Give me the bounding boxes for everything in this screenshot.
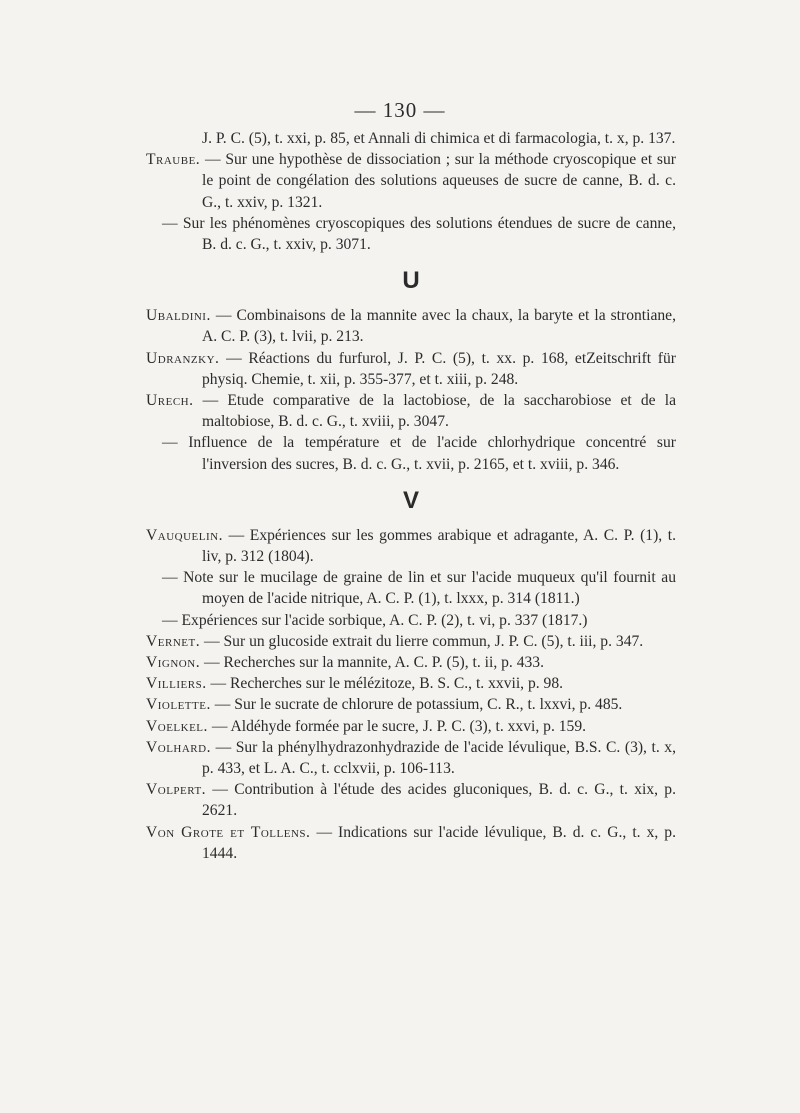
bibliography-entry [146, 567, 676, 609]
entry-author: Vignon. [146, 654, 201, 672]
entry-text: — Réactions du furfurol, J. P. C. (5), t. xx. p. 168, etZeitschrift für physiq. Chemie, t. xii, p. 355-377, et t. xiii, p. 248. [202, 349, 676, 388]
page-number: — 130 — [354, 98, 446, 122]
bibliography-entry [146, 305, 676, 347]
entry-author: Volhard. [146, 738, 211, 756]
bibliography-entry [146, 128, 676, 149]
entry-text: — Combinaisons de la mannite avec la chaux, la baryte et la strontiane, A. C. P. (3), t. lvii, p. 213. [202, 307, 677, 346]
bibliography-entry [146, 610, 676, 631]
entry-author: Urech. [146, 392, 194, 410]
entry-text: — Sur les phénomènes cryoscopiques des solutions étendues de sucre de canne, B. d. c. G., t. xxiv, p. 3071. [162, 214, 676, 254]
entry-author: Villiers. [146, 675, 207, 693]
entry-text: — Contribution à l'étude des acides gluconiques, B. d. c. G., t. xix, p. 2621. [202, 781, 677, 820]
bibliography-entry [146, 716, 676, 737]
entry-text: — Sur une hypothèse de dissociation ; sur la méthode cryoscopique et sur le point de congélation des solutions aqueuses de sucre de canne, B. d. c. G., t. xxiv, p. 1321. [202, 151, 676, 211]
entry-author: Voelkel. [146, 717, 208, 735]
section-t [146, 128, 676, 255]
entry-text: — Recherches sur la mannite, A. C. P. (5), t. ii, p. 433. [204, 654, 544, 672]
entry-author: Vauquelin. [146, 526, 223, 544]
entry-author: Vernet. [146, 632, 201, 650]
entry-text: — Etude comparative de la lactobiose, de la saccharobiose et de la maltobiose, B. d. c. G., t. xviii, p. 3047. [202, 392, 677, 431]
bibliography-entry [146, 525, 676, 567]
bibliography-entry [146, 822, 676, 864]
bibliography-entry [146, 673, 676, 694]
entry-author: Violette. [146, 696, 211, 714]
bibliography-entry [146, 694, 676, 715]
bibliography-entry [146, 779, 676, 821]
entry-author: Von Grote et Tollens. [146, 823, 311, 841]
entry-text: J. P. C. (5), t. xxi, p. 85, et Annali di chimica et di farmacologia, t. x, p. 137. [202, 130, 676, 147]
entry-author: Ubaldini. [146, 307, 211, 325]
section-v [146, 525, 676, 864]
entry-text: — Aldéhyde formée par le sucre, J. P. C. (3), t. xxvi, p. 159. [211, 717, 587, 735]
entry-text: — Expériences sur les gommes arabique et adragante, A. C. P. (1), t. liv, p. 312 (1804). [202, 526, 676, 566]
entry-text: — Recherches sur le mélézitoze, B. S. C., t. xxvii, p. 98. [210, 675, 564, 693]
section-u [146, 305, 676, 475]
bibliography-entry [146, 652, 676, 673]
entry-author: Udranzky. [146, 349, 220, 367]
bibliography-entry [146, 149, 676, 213]
entry-author: Traube. [146, 151, 201, 169]
bibliography-entry [146, 631, 676, 652]
entry-text: — Sur un glucoside extrait du lierre commun, J. P. C. (5), t. iii, p. 347. [204, 632, 644, 650]
bibliography-entry [146, 213, 676, 255]
bibliography-body [146, 128, 676, 864]
entry-text: — Influence de la température et de l'acide chlorhydrique concentré sur l'inversion des sucres, B. d. c. G., t. xvii, p. 2165, et t. xviii, p. 346. [162, 434, 676, 473]
entry-text: — Indications sur l'acide lévulique, B. d. c. G., t. x, p. 1444. [202, 823, 676, 862]
section-letter-v: V [402, 486, 419, 514]
entry-text: — Expériences sur l'acide sorbique, A. C. P. (2), t. vi, p. 337 (1817.) [162, 611, 588, 629]
entry-text: — Sur la phénylhydrazonhydrazide de l'acide lévulique, B.S. C. (3), t. x, p. 433, et L. A. C., t. cclxvii, p. 106-113. [202, 738, 676, 778]
bibliography-entry [146, 737, 676, 779]
entry-author: Volpert. [146, 781, 207, 799]
bibliography-entry [146, 348, 676, 390]
bibliography-entry [146, 390, 676, 432]
section-letter-u: U [402, 267, 420, 295]
bibliography-entry [146, 432, 676, 474]
entry-text: — Note sur le mucilage de graine de lin et sur l'acide muqueux qu'il fournit au moyen de l'acide nitrique, A. C. P. (1), t. lxxx, p. 314 (1811.) [162, 569, 676, 608]
entry-text: — Sur le sucrate de chlorure de potassium, C. R., t. lxxvi, p. 485. [214, 696, 623, 714]
